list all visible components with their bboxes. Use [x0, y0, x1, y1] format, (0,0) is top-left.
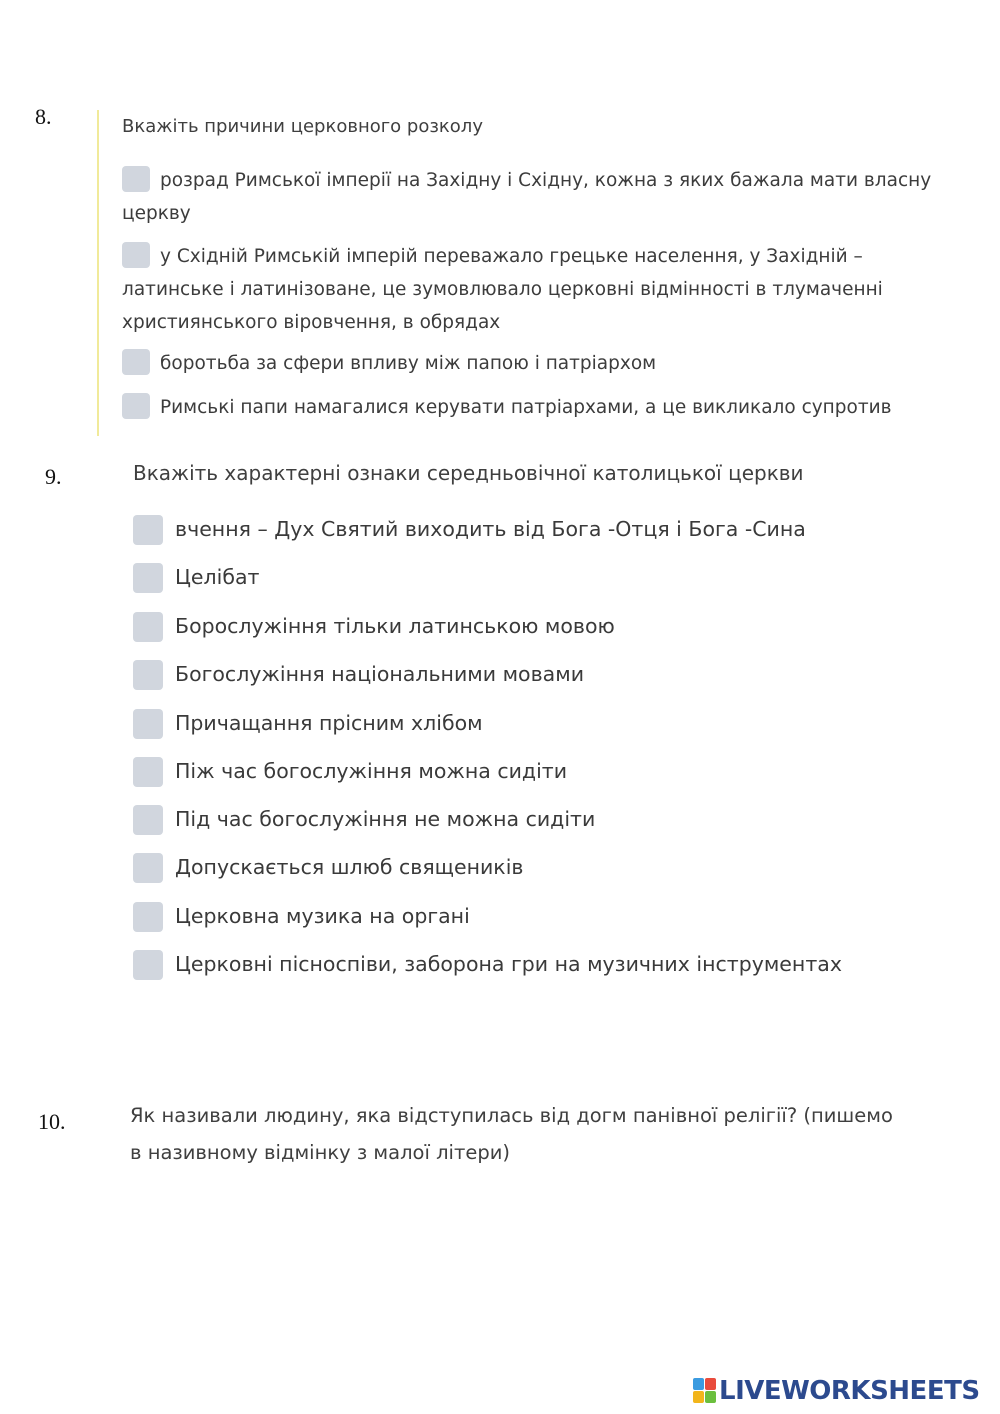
answer-checkbox[interactable]	[133, 709, 163, 739]
answer-checkbox[interactable]	[133, 660, 163, 690]
answer-option	[122, 240, 912, 339]
answer-option-label: Борослужіння тільки латинською мовою	[175, 614, 615, 638]
question-divider	[97, 110, 99, 436]
answer-checkbox[interactable]	[133, 757, 163, 787]
answer-option-label: Під час богослужіння не можна сидіти	[175, 807, 596, 831]
liveworksheets-logo	[693, 1374, 980, 1408]
question-number: 9.	[45, 464, 62, 489]
answer-option-label: Римські папи намагалися керувати патріархами, а це викликало супротив	[160, 397, 892, 418]
answer-option-label: розрад Римської імперії на Західну і Східну, кожна з яких бажала мати власну церкву	[122, 170, 932, 224]
answer-option-label: боротьба за сфери впливу між папою і патріархом	[160, 353, 657, 374]
answer-checkbox[interactable]	[122, 166, 150, 192]
answer-option-label: Церковні пісноспіви, заборона гри на музичних інструментах	[175, 952, 842, 976]
answer-checkbox[interactable]	[133, 902, 163, 932]
answer-checkbox[interactable]	[133, 563, 163, 593]
answer-option-label: Целібат	[175, 565, 260, 589]
answer-checkbox[interactable]	[122, 349, 150, 375]
liveworksheets-logo-icon	[693, 1378, 717, 1404]
answer-option	[122, 164, 932, 230]
answer-option-label: у Східній Римській імперій переважало грецьке населення, у Західній – латинське і латинізоване, це зумовлювало церковні відмінності в тлумаченні християнського віровчення, в обрядах	[122, 246, 883, 333]
answer-checkbox[interactable]	[133, 805, 163, 835]
question-prompt: Як називали людину, яка відступилась від догм панівної релігії? (пишемо в називному відмінку з малої літери)	[130, 1104, 893, 1164]
answer-option-label: Піж час богослужіння можна сидіти	[175, 759, 568, 783]
answer-checkbox[interactable]	[122, 393, 150, 419]
logo-text: LIVEWORKSHEETS	[719, 1376, 980, 1406]
answer-option-label: Церковна музика на органі	[175, 904, 470, 928]
answer-option-label: Богослужіння національними мовами	[175, 662, 585, 686]
question-prompt: Вкажіть характерні ознаки середньовічної католицької церкви	[133, 461, 804, 485]
answer-option	[122, 391, 932, 424]
question-prompt: Вкажіть причини церковного розколу	[122, 116, 483, 137]
answer-checkbox[interactable]	[133, 515, 163, 545]
answer-option-label: Причащання прісним хлібом	[175, 711, 483, 735]
question-number: 10.	[38, 1109, 66, 1134]
answer-option-label: вчення – Дух Святий виходить від Бога -Отця і Бога -Сина	[175, 517, 806, 541]
question-number: 8.	[35, 104, 52, 129]
answer-checkbox[interactable]	[122, 242, 150, 268]
answer-checkbox[interactable]	[133, 853, 163, 883]
answer-checkbox[interactable]	[133, 950, 163, 980]
answer-option	[122, 347, 932, 380]
answer-checkbox[interactable]	[133, 612, 163, 642]
answer-option-label: Допускається шлюб священиків	[175, 855, 524, 879]
